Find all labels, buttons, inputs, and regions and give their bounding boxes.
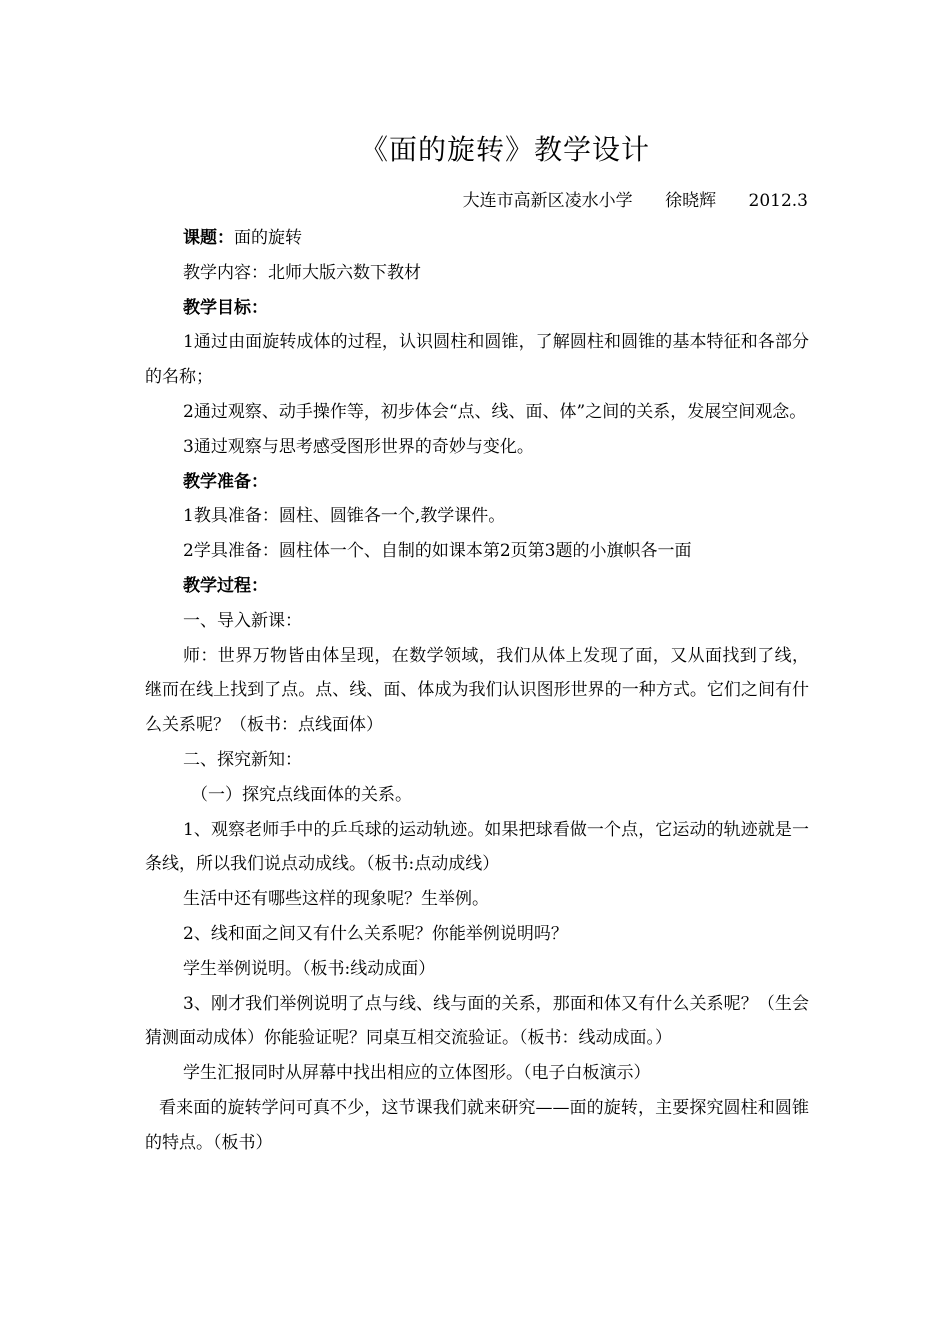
topic-label: 课题：: [183, 228, 234, 248]
topic-line: [145, 221, 809, 256]
section-title: 二、探究新知：: [183, 749, 302, 770]
paragraph: 学生汇报同时从屏幕中找出相应的立体图形。（电子白板演示）: [183, 1063, 651, 1084]
paragraph: 2、线和面之间又有什么关系呢？你能举例说明吗？: [183, 923, 568, 944]
subsection-title: （一）探究点线面体的关系。: [191, 784, 412, 805]
goal-item: 1通过由面旋转成体的过程，认识圆柱和圆锥，了解圆柱和圆锥的基本特征和各部分的名称；: [145, 332, 809, 388]
prep-item: 2学具准备：圆柱体一个、自制的如课本第2页第3题的小旗帜各一面: [183, 541, 692, 562]
paragraph: 1、观察老师手中的乒乓球的运动轨迹。如果把球看做一个点，它运动的轨迹就是一条线，所以我们说点动成线。（板书:点动成线）: [145, 819, 809, 875]
author-line: 大连市高新区凌水小学 徐晓辉 2012.3: [462, 191, 808, 211]
paragraph: 看来面的旋转学问可真不少，这节课我们就来研究——面的旋转，主要探究圆柱和圆锥的特点。（板书）: [145, 1097, 809, 1153]
goals-heading: 教学目标：: [183, 297, 268, 318]
paragraph: 生活中还有哪些这样的现象呢？生举例。: [183, 889, 489, 910]
document-body: [145, 221, 809, 1161]
document-title: 《面的旋转》教学设计: [359, 133, 650, 166]
paragraph: 3、刚才我们举例说明了点与线、线与面的关系，那面和体又有什么关系呢？（生会猜测面动成体）你能验证呢？同桌互相交流验证。（板书：线动成面。）: [145, 993, 809, 1049]
topic-value: 面的旋转: [234, 228, 302, 248]
prep-heading: 教学准备：: [183, 471, 268, 492]
goal-item: 3通过观察与思考感受图形世界的奇妙与变化。: [183, 436, 534, 457]
content-line: 教学内容：北师大版六数下教材: [183, 262, 421, 283]
paragraph: 师：世界万物皆由体呈现，在数学领域，我们从体上发现了面，又从面找到了线，继而在线上找到了点。点、线、面、体成为我们认识图形世界的一种方式。它们之间有什么关系呢？（板书：点线面体）: [145, 645, 809, 736]
prep-item: 1教具准备：圆柱、圆锥各一个,教学课件。: [183, 506, 506, 527]
process-heading: 教学过程：: [183, 575, 268, 596]
section-title: 一、导入新课：: [183, 610, 302, 631]
goal-item: 2通过观察、动手操作等，初步体会“点、线、面、体”之间的关系，发展空间观念。: [183, 401, 807, 422]
paragraph: 学生举例说明。（板书:线动成面）: [183, 958, 436, 979]
